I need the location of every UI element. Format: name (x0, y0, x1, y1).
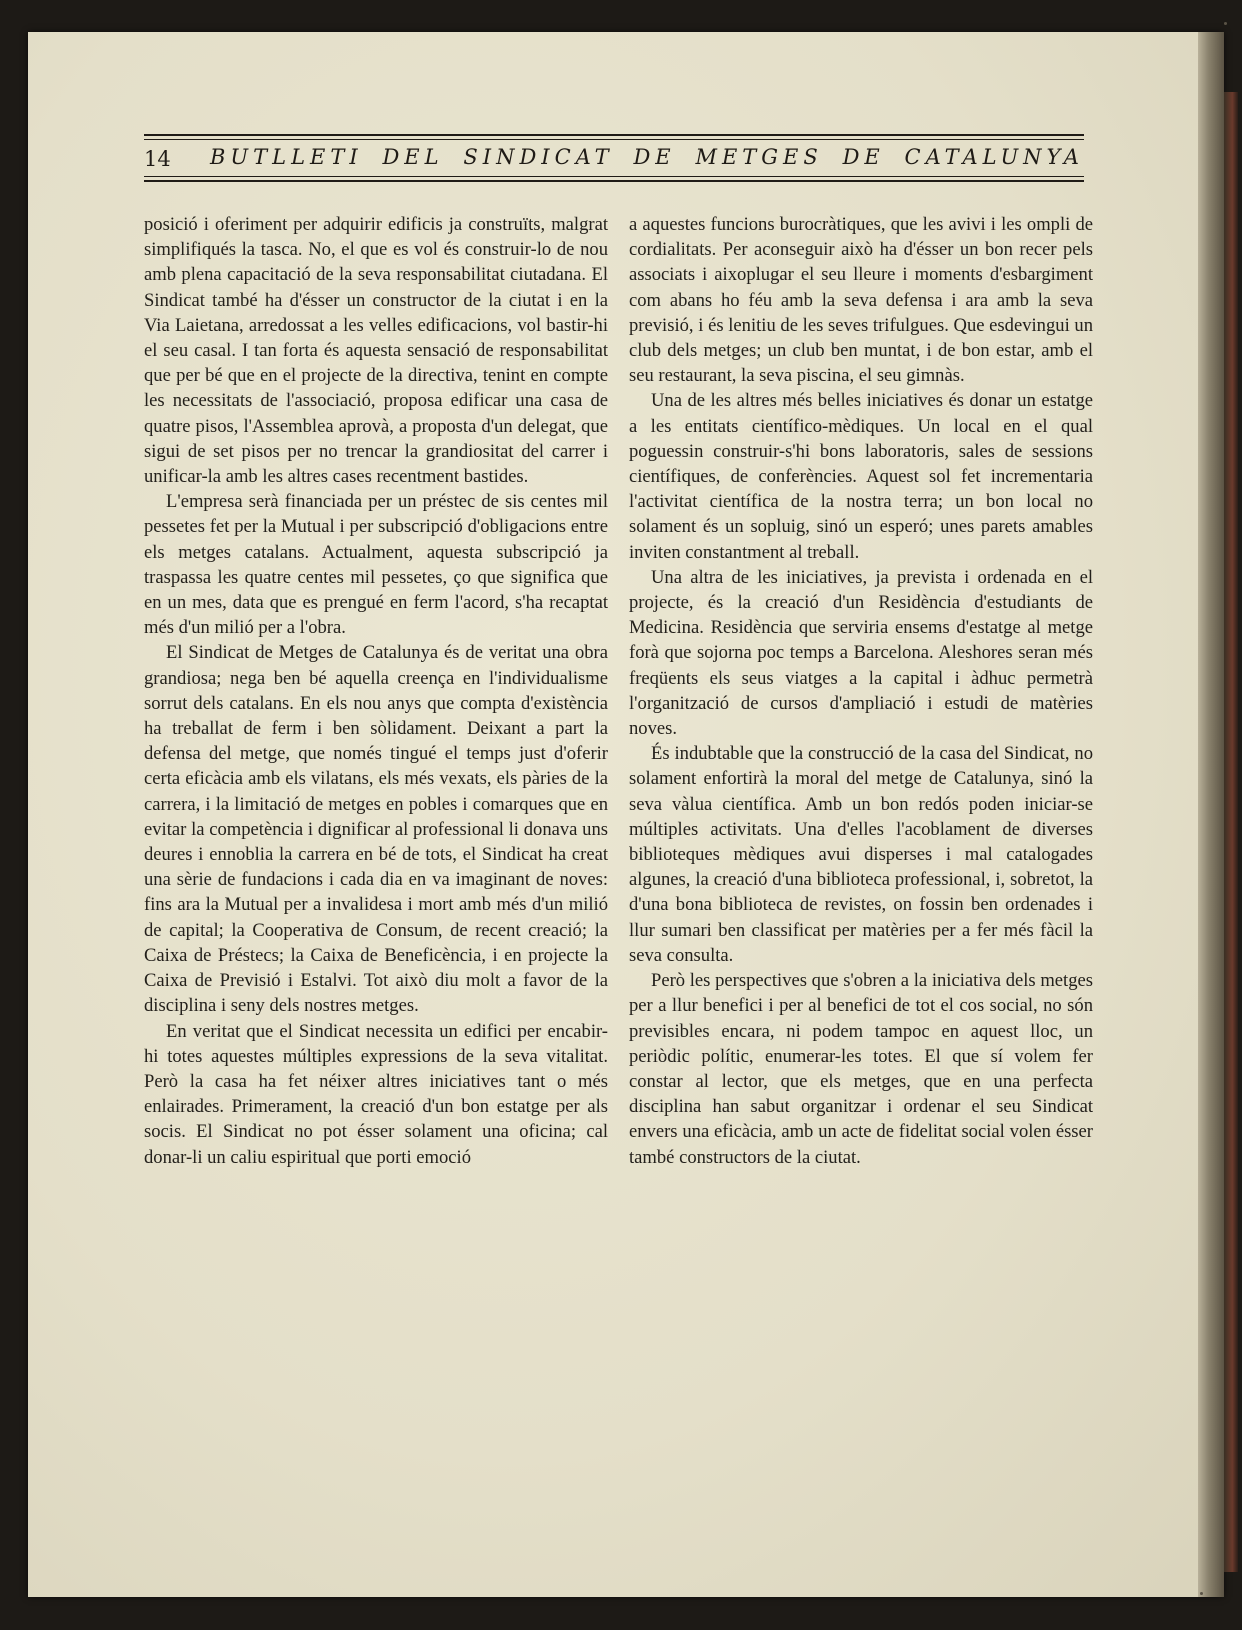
left-column (144, 212, 608, 1170)
header-rule-bottom (144, 180, 1084, 182)
paragraph: Una altra de les iniciatives, ja prevista i ordenada en el projecte, és la creació d'un Residència d'estudiants de Medicina. Residència que serviria ensems d'estatge al metge forà que sojorna poc temps a Barcelona. Aleshores seran més freqüents els seus viatges a la capital i àdhuc permetrà l'organització de cursos d'ampliació i estudi de matèries noves. (629, 566, 1093, 740)
paragraph: posició i oferiment per adquirir edificis ja construïts, malgrat simplifiqués la tasca. No, el que es vol és construir-lo de nou amb plena capacitació de la seva responsabilitat ciutadana. El Sindicat també ha d'ésser un constructor de la ciutat i en la Via Laietana, arredossat a les velles edificacions, vol bastir-hi el seu casal. I tan forta és aquesta sensació de responsabilitat que per bé que en el projecte de la directiva, tenint en compte les necessitats de l'associació, proposa edificar una casa de quatre pisos, l'Assemblea aprovà, a proposta d'un delegat, que sigui de set pisos per no trencar la grandiositat del carrer i unificar-la amb les altres cases recentment bastides. (144, 214, 608, 488)
page-number: 14 (144, 147, 171, 171)
paragraph: a aquestes funcions burocràtiques, que les avivi i les ompli de cordialitats. Per aconseguir això ha d'ésser un bon recer pels associats i aixoplugar el seu lleure i moments d'esbargiment com abans ho féu amb la seva defensa i ara amb la seva previsió, i és lenitiu de les seves trifulgues. Que esdevingui un club dels metges; un club ben muntat, i de bon estar, amb el seu restaurant, la seva piscina, el seu gimnàs. (629, 214, 1093, 387)
running-head-word: DE (633, 145, 676, 169)
right-column (629, 212, 1093, 1170)
running-head-word: METGES (695, 145, 823, 169)
header-rule-top (144, 134, 1084, 136)
running-head-word: CATALUNYA (904, 145, 1084, 169)
paragraph: El Sindicat de Metges de Catalunya és de veritat una obra grandiosa; nega ben bé aquella creença en l'individualisme sorrut dels catalans. En els nou anys que compta d'existència ha treballat de ferm i ben sòlidament. Deixant a part la defensa del metge, que només tingué el temps just d'oferir certa eficàcia amb els vilatans, els més vexats, els pàries de la carrera, i la limitació de metges en pobles i comarques que en evitar la competència i dignificar al professional li donava uns deures i ennoblia la carrera en bé de tots, el Sindicat ha creat una sèrie de fundacions i cada dia en va imaginant de noves: fins ara la Mutual per a invalidesa i mort amb més d'un milió de capital; la Cooperativa de Consum, de recent creació; la Caixa de Préstecs; la Caixa de Beneficència, i en projecte la Caixa de Previsió i Estalvi. Tot això diu molt a favor de la disciplina i seny dels nostres metges. (144, 642, 608, 1017)
dust-speck (1200, 1592, 1203, 1595)
running-head-word: BUTLLETI (210, 145, 363, 169)
running-head (210, 145, 1084, 169)
paragraph: Una de les altres més belles iniciatives és donar un estatge a les entitats científico-mèdiques. Un local en el qual poguessin construir-s'hi bons laboratoris, sales de sessions científiques, de conferències. Aquest sol fet incrementaria l'activitat científica de la nostra terra; un bon local no solament és un sopluig, sinó un esperó; unes parets amables inviten constantment al treball. (629, 390, 1093, 563)
page-header (144, 104, 1084, 188)
header-rule-top-thin (144, 139, 1084, 140)
running-head-word: SINDICAT (463, 145, 614, 169)
header-line (144, 143, 1084, 175)
dust-speck (1224, 22, 1227, 25)
paragraph: En veritat que el Sindicat necessita un edifici per encabir-hi totes aquestes múltiples expressions de la seva vitalitat. Però la casa ha fet néixer altres iniciatives tant o més enlairades. Primerament, la creació d'un bon estatge per als socis. El Sindicat no pot ésser solament una oficina; cal donar-li un caliu espiritual que porti emoció (144, 1020, 608, 1168)
paragraph: L'empresa serà financiada per un préstec de sis centes mil pessetes fet per la Mutual i per subscripció d'obligacions entre els metges catalans. Actualment, aquesta subscripció ja traspassa les quatre centes mil pessetes, ço que significa que en un mes, data que es prengué en ferm l'acord, s'ha recaptat més d'un milió per a l'obra. (144, 491, 608, 639)
paragraph: És indubtable que la construcció de la casa del Sindicat, no solament enfortirà la moral del metge de Catalunya, sinó la seva vàlua científica. Amb un bon redós poden iniciar-se múltiples activitats. Una d'elles l'acoblament de diverses biblioteques mèdiques avui disperses i mal catalogades algunes, la creació d'una biblioteca professional, i, sobretot, la d'una bona biblioteca de revistes, on fossin ben ordenades i llur sumari ben classificat per matèries per a fer més fàcil la seva consulta. (629, 743, 1093, 966)
running-head-word: DEL (382, 145, 444, 169)
binding-edge (1224, 92, 1238, 1572)
page-spine-shadow (1198, 32, 1224, 1597)
header-rule-bottom-thin (144, 176, 1084, 177)
paragraph: Però les perspectives que s'obren a la iniciativa dels metges per a llur benefici i per al benefici de tot el cos social, no són previsibles encara, ni podem tampoc en aquest lloc, un periòdic polític, enumerar-les totes. El que sí volem fer constar al lector, que els metges, que en una perfecta disciplina han sabut organitzar i ordenar el seu Sindicat envers una eficàcia, amb un acte de fidelitat social volen ésser també constructors de la ciutat. (629, 970, 1093, 1168)
running-head-word: DE (842, 145, 885, 169)
